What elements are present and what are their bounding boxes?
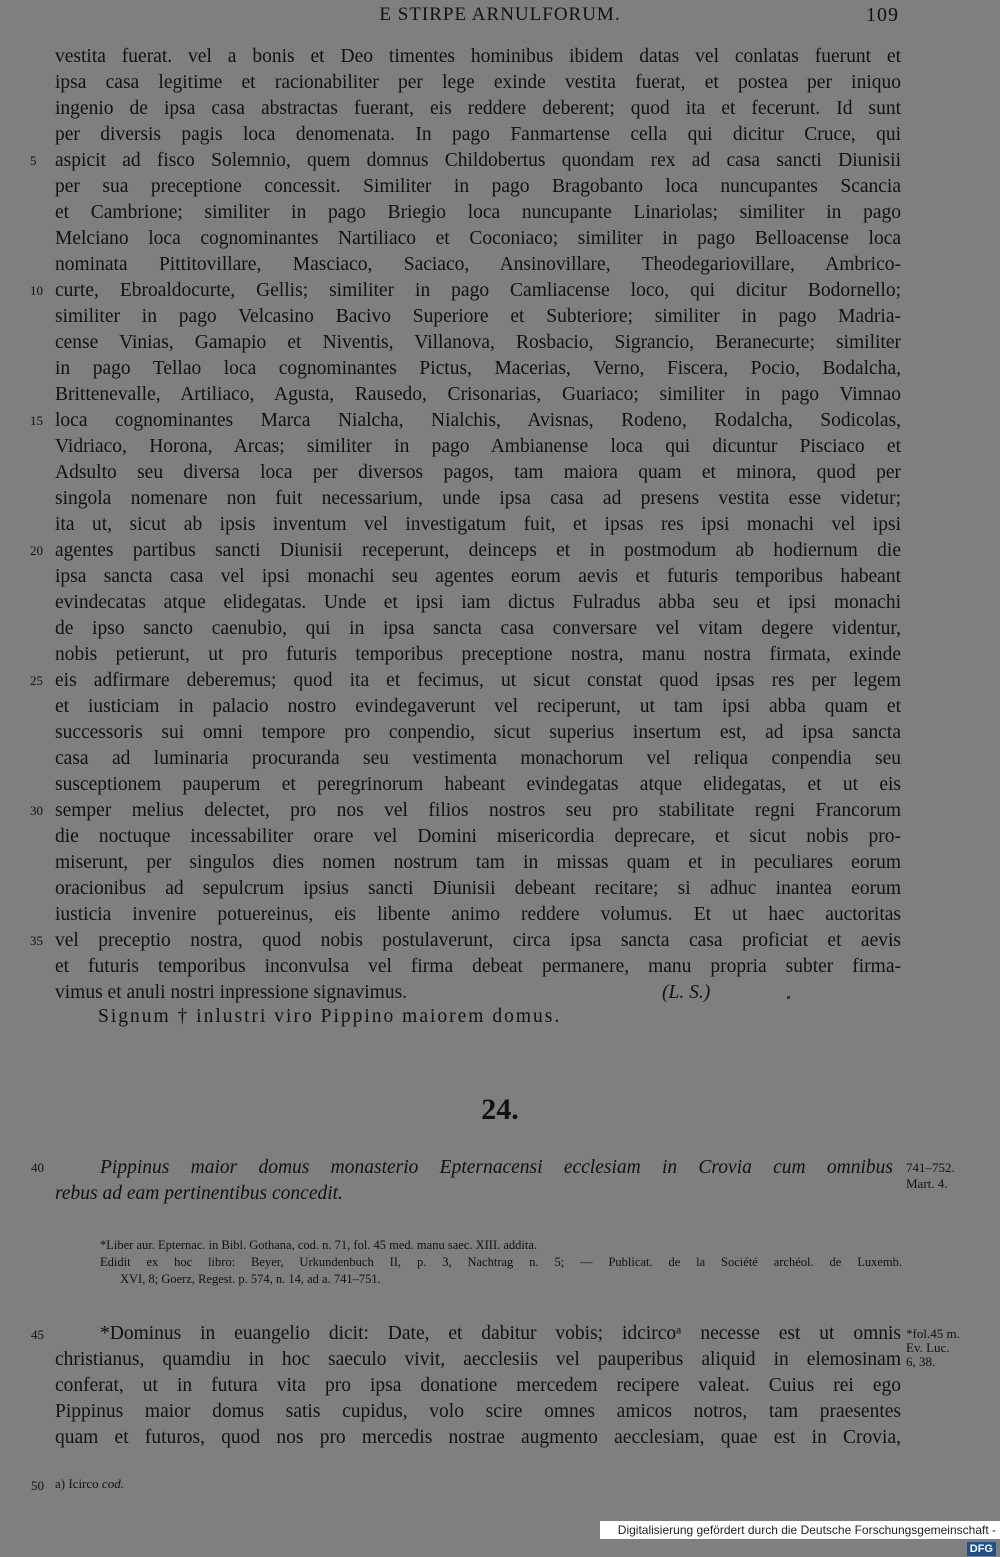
page-number: 109 <box>866 4 899 26</box>
line-text: curte, Ebroaldocurte, Gellis; similiter in pago Camliacense loco, qui dicitur Bodornello; <box>55 280 901 301</box>
dfg-footer <box>600 1521 1000 1555</box>
text-line <box>55 720 901 746</box>
line-text: ingenio de ipsa casa abstractas fuerant, eis reddere deberent; quod ita et fecerunt. Id sunt <box>55 98 901 119</box>
text-line <box>55 70 901 96</box>
source-line: XVI, 8; Goerz, Regest. p. 574, n. 14, ad a. 741–751. <box>120 1272 381 1286</box>
main-text <box>30 44 901 1006</box>
text-line <box>30 928 901 954</box>
text-line <box>55 96 901 122</box>
text-line <box>55 564 901 590</box>
line-text: Melciano loca cognominantes Nartiliaco et Coconiaco; similiter in pago Belloacense loca <box>55 228 901 249</box>
text-line <box>55 226 901 252</box>
line-text: casa ad luminaria procuranda seu vestimenta monachorum vel reliqua conpendia seu <box>55 748 901 769</box>
line-text: Vidriaco, Horona, Arcas; similiter in pago Ambianense loca qui dicuntur Pisciaco et <box>55 436 901 457</box>
footer-text: Digitalisierung gefördert durch die Deutsche Forschungsgemeinschaft - <box>617 1523 996 1537</box>
line-number: 35 <box>30 933 43 948</box>
line-text: christianus, quamdiu in hoc saeculo vivit, aecclesiis vel pauperibus aliquid in elemosinam <box>55 1349 901 1370</box>
text-line <box>55 252 901 278</box>
text-line <box>55 980 901 1006</box>
line-number: 15 <box>30 413 43 428</box>
line-text: ipsa sancta casa vel ipsi monachi seu agentes eorum aevis et futuris temporibus habeant <box>55 566 901 587</box>
text-line <box>55 642 901 668</box>
text-line <box>55 174 901 200</box>
text-line <box>55 590 901 616</box>
line-number: 40 <box>31 1160 44 1175</box>
margin-note <box>906 1327 960 1369</box>
text-line <box>55 486 901 512</box>
text-line <box>55 356 901 382</box>
line-text: quam et futuros, quod nos pro mercedis nostrae augmento aecclesiam, quae est in Crovia, <box>55 1427 901 1448</box>
line-text: vimus et anuli nostri inpressione signavimus. <box>55 982 408 1003</box>
line-number: 10 <box>30 283 43 298</box>
text-line <box>55 382 901 408</box>
dfg-logo: DFG <box>967 1542 996 1556</box>
line-text: nominata Pittitovillare, Masciaco, Saciaco, Ansinovillare, Theodegariovillare, Ambrico- <box>55 254 901 275</box>
text-line <box>30 798 901 824</box>
line-text: Adsulto seu diversa loca per diversos pagos, tam maiora quam et minora, quod per <box>55 462 901 483</box>
text-line <box>55 122 901 148</box>
date-note <box>906 1160 955 1192</box>
text-line <box>55 746 901 772</box>
line-text: Brittenevalle, Artiliaco, Agusta, Rausedo, Crisonarias, Guariaco; similiter in pago Vimnao <box>55 384 901 405</box>
line-text: miserunt, per singulos dies nomen nostrum tam in missas quam et in peculiares eorum <box>55 852 901 873</box>
text-line <box>55 200 901 226</box>
text-line <box>55 1399 901 1425</box>
regest <box>55 1155 893 1207</box>
source-line: *Liber aur. Epternac. in Bibl. Gothana, cod. n. 71, fol. 45 med. manu saec. XIII. addita. <box>100 1238 538 1252</box>
text-line <box>55 876 901 902</box>
line-text: oracionibus ad sepulcrum ipsius sancti Diunisii debeant recitare; si adhuc inantea eorum <box>55 878 901 899</box>
line-number: 30 <box>30 803 43 818</box>
text-line <box>55 850 901 876</box>
document-number: 24. <box>481 1093 519 1126</box>
footnote-label: a) Icirco <box>55 1476 99 1491</box>
date: 741–752. <box>906 1160 955 1175</box>
line-text: et Cambrione; similiter in pago Briegio loca nuncupante Linariolas; similiter in pago <box>55 202 901 223</box>
text-line <box>55 694 901 720</box>
charter-text <box>55 1321 901 1451</box>
line-text: vel preceptio nostra, quod nobis postulaverunt, circa ipsa sancta casa proficiat et aevis <box>55 930 901 951</box>
line-text: de ipso sancto caenubio, qui in ipsa sancta casa conversare vel vitam degere videntur, <box>55 618 901 639</box>
line-text: similiter in pago Velcasino Bacivo Superiore et Subteriore; similiter in pago Madria- <box>55 306 901 327</box>
regest-line: Pippinus maior domus monasterio Epternacensi ecclesiam in Crovia cum omnibus <box>100 1157 893 1178</box>
line-text: semper melius delectet, pro nos vel filios nostros seu pro stabilitate regni Francorum <box>55 800 901 821</box>
line-number: 50 <box>31 1478 44 1493</box>
line-text: eis adfirmare deberemus; quod ita et fecimus, ut sicut constat quod ipsas res per legem <box>55 670 901 691</box>
line-text: loca cognominantes Marca Nialcha, Nialchis, Avisnas, Rodeno, Rodalcha, Sodicolas, <box>55 410 901 431</box>
text-line <box>55 460 901 486</box>
line-text: ita ut, sicut ab ipsis inventum vel investigatum fuit, et ipsas res ipsi monachi vel ipsi <box>55 514 901 535</box>
line-text: et futuris temporibus inconvulsa vel firma debeat permanere, manu propria subter firma- <box>55 956 901 977</box>
text-line <box>55 434 901 460</box>
line-text: nobis petierunt, ut pro futuris temporibus preceptione nostra, manu nostra firmata, exinde <box>55 644 901 665</box>
line-text: *Dominus in euangelio dicit: Date, et dabitur vobis; idcircoᵃ necesse est ut omnis <box>100 1323 901 1344</box>
text-line <box>55 616 901 642</box>
text-line <box>55 304 901 330</box>
source-line: Edidit ex hoc libro: Beyer, Urkundenbuch II, p. 3, Nachtrag n. 5; — Publicat. de la Société archéol. de Luxemb. <box>100 1255 902 1269</box>
footnote <box>55 1476 124 1492</box>
regest-line: rebus ad eam pertinentibus concedit. <box>55 1183 343 1204</box>
line-text: per diversis pagis loca denomenata. In pago Fanmartense cella qui dicitur Cruce, qui <box>55 124 901 145</box>
text-line <box>55 1321 901 1347</box>
footnote-source: cod. <box>101 1476 124 1491</box>
line-text: die noctuque incessabiliter orare vel Domini misericordia deprecare, et sicut nobis pro- <box>55 826 901 847</box>
text-line <box>55 1425 901 1451</box>
line-text: et iusticiam in palacio nostro evindegaverunt vel reciperunt, ut tam ipsi abba quam et <box>55 696 901 717</box>
line-text: successoris sui omni tempore pro conpendio, sicut superius insertum est, ad ipsa sancta <box>55 722 901 743</box>
text-line <box>55 1373 901 1399</box>
line-text: in pago Tellao loca cognominantes Pictus, Macerias, Verno, Fiscera, Pocio, Bodalcha, <box>55 358 901 379</box>
line-text: per sua preceptione concessit. Similiter in pago Bragobanto loca nuncupantes Scancia <box>55 176 901 197</box>
line-text: susceptionem pauperum et peregrinorum habeant evindegatas atque elidegatas, et ut eis <box>55 774 901 795</box>
text-line <box>55 954 901 980</box>
bible-ref: Ev. Luc. <box>906 1340 950 1355</box>
text-line <box>30 538 901 564</box>
text-line <box>55 1347 901 1373</box>
line-number: 25 <box>30 673 43 688</box>
line-text: Pippinus maior domus satis cupidus, volo scire omnes amicos notros, tam praesentes <box>55 1401 901 1422</box>
running-header: E STIRPE ARNULFORUM. <box>379 4 621 25</box>
line-text: singola nomenare non fuit necessarium, unde ipsa casa ad presens vestita esse videtur; <box>55 488 901 509</box>
text-line <box>30 148 901 174</box>
seal-mark: (L. S.) <box>662 982 711 1003</box>
text-line <box>55 772 901 798</box>
text-line <box>55 824 901 850</box>
line-number: 20 <box>30 543 43 558</box>
line-text: agentes partibus sancti Diunisii receperunt, deinceps et in postmodum ab hodiernum die <box>55 540 901 561</box>
stray-mark <box>787 996 790 999</box>
source-notes <box>100 1237 902 1288</box>
date-sub: Mart. 4. <box>906 1176 948 1191</box>
line-text: ipsa casa legitime et racionabiliter per lege exinde vestita fuerat, et postea per iniquo <box>55 72 901 93</box>
folio-note: *fol.45 m. <box>906 1326 960 1341</box>
line-text: conferat, ut in futura vita pro ipsa donatione mercedem recipere valeat. Cuius rei ego <box>55 1375 901 1396</box>
line-text: cense Vinias, Gamapio et Niventis, Villanova, Rosbacio, Sigrancio, Beranecurte; similiter <box>55 332 901 353</box>
line-text: vestita fuerat. vel a bonis et Deo timentes hominibus ibidem datas vel conlatas fuerunt et <box>55 46 901 67</box>
line-text: iusticia invenire potuereinus, eis libente animo reddere volumus. Et ut haec auctoritas <box>55 904 901 925</box>
line-number: 5 <box>30 153 37 168</box>
text-line <box>30 668 901 694</box>
signum-line: Signum † inlustri viro Pippino maiorem domus. <box>98 1006 562 1027</box>
line-text: evindecatas atque elidegatas. Unde et ipsi iam dictus Fulradus abba seu et ipsi monachi <box>55 592 901 613</box>
line-number: 45 <box>31 1327 44 1342</box>
text-line <box>30 408 901 434</box>
text-line <box>55 44 901 70</box>
text-line <box>30 278 901 304</box>
text-line <box>55 902 901 928</box>
text-line <box>55 330 901 356</box>
line-text: aspicit ad fisco Solemnio, quem domnus Childobertus quondam rex ad casa sancti Diunisii <box>55 150 901 171</box>
bible-ref-verse: 6, 38. <box>906 1354 936 1369</box>
text-line <box>55 512 901 538</box>
